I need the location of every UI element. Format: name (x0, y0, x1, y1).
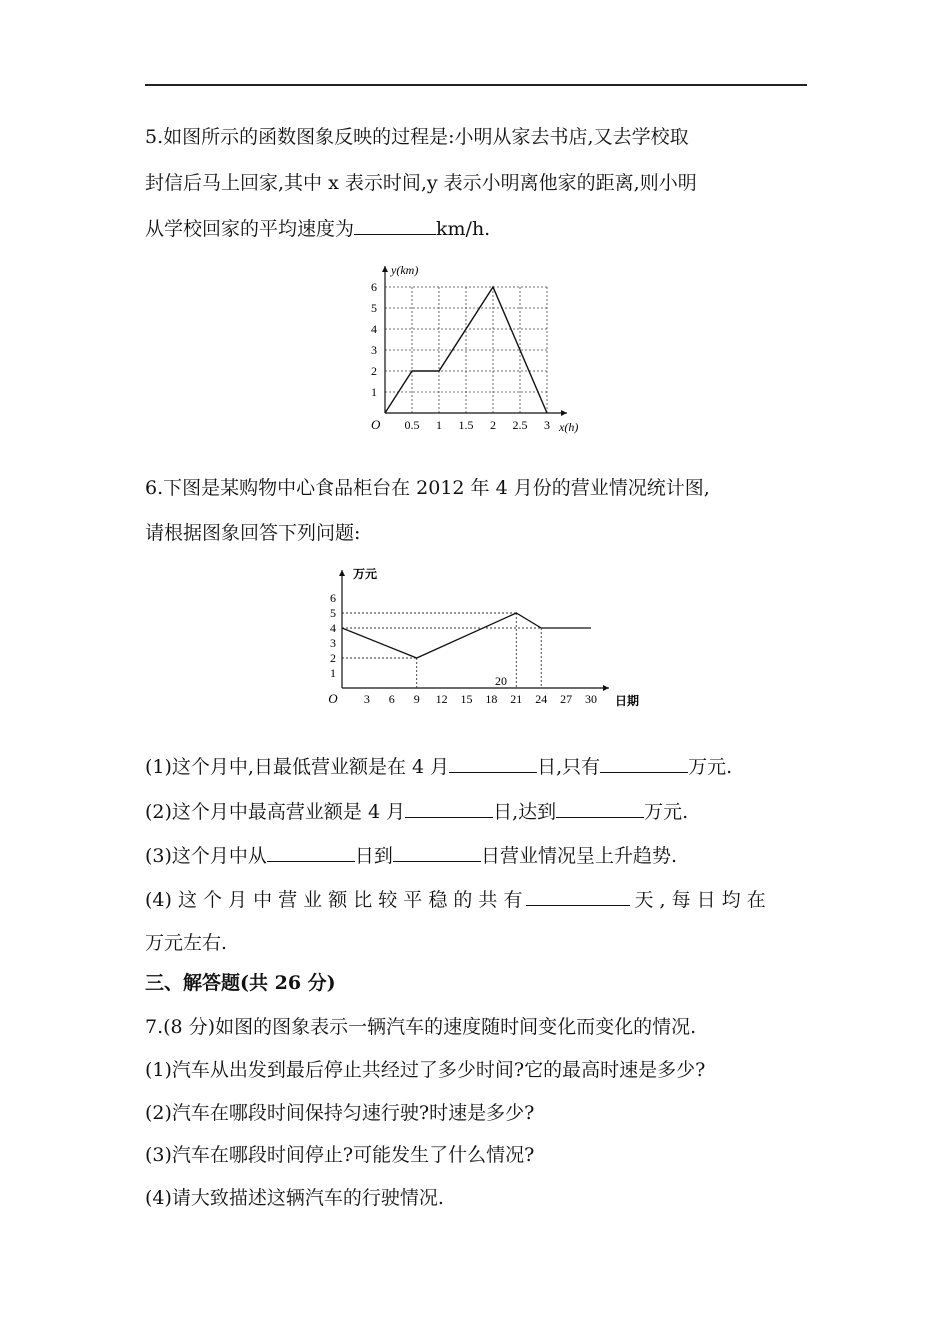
y-tick-label: 2 (371, 364, 377, 378)
x-tick-label: 12 (435, 692, 448, 706)
y-tick-label: 1 (330, 666, 336, 680)
q6-sub-3 (145, 843, 677, 868)
q6-sub-2-text: (2)这个月中最高营业额是 4 月 (145, 801, 406, 823)
y-tick-label: 3 (330, 636, 336, 650)
q6-blank-4[interactable] (556, 799, 644, 818)
section-3-title: 三、解答题(共 26 分) (145, 972, 336, 994)
q6-blank-1[interactable] (449, 754, 537, 773)
x-tick-label: 27 (560, 692, 573, 706)
y-tick-label: 6 (371, 280, 377, 294)
q5-answer-blank[interactable] (354, 216, 436, 235)
q5-unit: km/h. (436, 218, 491, 240)
sales-chart (315, 560, 645, 715)
y-axis-arrow (382, 266, 388, 272)
q6-sub-4 (145, 887, 766, 912)
origin-label: O (371, 417, 381, 432)
q6-blank-7[interactable] (526, 887, 630, 906)
x-tick-label: 1.5 (458, 418, 474, 432)
x-tick-label: 0.5 (404, 418, 420, 432)
q6-sub-3-mid: 日到 (354, 845, 393, 867)
q7-sub-3: (3)汽车在哪段时间停止?可能发生了什么情况? (145, 1144, 535, 1166)
q5-line-3 (145, 216, 490, 241)
q6-sub-1-mid: 日,只有 (537, 756, 601, 778)
x-axis-label: x(h) (559, 420, 579, 434)
q6-sub-2-mid: 日,达到 (493, 801, 557, 823)
x-axis-arrow (561, 410, 567, 416)
q6-sub-2-end: 万元. (644, 801, 689, 823)
y-tick-label: 2 (330, 651, 336, 665)
x-tick-label: 18 (485, 692, 498, 706)
x-axis-arrow (603, 685, 609, 691)
q5-line-1: 5.如图所示的函数图象反映的过程是:小明从家去书店,又去学校取 (145, 126, 689, 148)
q7-sub-2: (2)汽车在哪段时间保持匀速行驶?时速是多少? (145, 1102, 535, 1124)
x-tick-label: 3 (363, 692, 370, 706)
q6-sub-3-text: (3)这个月中从 (145, 845, 267, 867)
q6-sub-2 (145, 799, 688, 824)
q6-sub-1-end: 万元. (688, 756, 733, 778)
top-rule (145, 84, 807, 86)
origin-label: O (328, 691, 338, 706)
q7-line-1: 7.(8 分)如图的图象表示一辆汽车的速度随时间变化而变化的情况. (145, 1016, 697, 1038)
q6-sub-3-end: 日营业情况呈上升趋势. (480, 845, 677, 867)
x-tick-label: 15 (460, 692, 473, 706)
q6-blank-5[interactable] (267, 843, 355, 862)
y-tick-label: 1 (371, 385, 377, 399)
y-tick-label: 3 (371, 343, 377, 357)
x-tick-label: 9 (413, 692, 420, 706)
y-axis-label: y(km) (391, 263, 419, 277)
q6-sub-1-text: (1)这个月中,日最低营业额是在 4 月 (145, 756, 450, 778)
q6-sub-4-mid: 天 , 每 日 均 在 (634, 889, 766, 911)
data-line (342, 613, 591, 658)
q6-blank-3[interactable] (405, 799, 493, 818)
x-tick-label: 2.5 (512, 418, 528, 432)
q6-blank-6[interactable] (393, 843, 481, 862)
q6-sub-1 (145, 754, 732, 779)
q6-sub-4-cont: 万元左右. (145, 932, 228, 954)
q5-line-2: 封信后马上回家,其中 x 表示时间,y 表示小明离他家的距离,则小明 (145, 172, 697, 194)
q5-line-3-text: 从学校回家的平均速度为 (145, 218, 355, 240)
q6-line-2: 请根据图象回答下列问题: (145, 522, 361, 544)
x-tick-label: 30 (585, 692, 597, 706)
x-tick-label: 1 (436, 418, 442, 432)
y-tick-label: 4 (330, 621, 336, 635)
y-tick-label: 6 (330, 591, 336, 605)
x-tick-label: 21 (510, 692, 523, 706)
y-axis-arrow (339, 570, 345, 576)
x-tick-label: 3 (544, 418, 550, 432)
x-axis-label: 日期 (615, 694, 640, 708)
x-tick-label: 2 (490, 418, 496, 432)
x-tick-label: 6 (388, 692, 395, 706)
q6-blank-2[interactable] (600, 754, 688, 773)
distance-time-chart (360, 258, 590, 438)
annotation-label: 20 (495, 674, 507, 688)
x-tick-label: 24 (535, 692, 548, 706)
q7-sub-1: (1)汽车从出发到最后停止共经过了多少时间?它的最高时速是多少? (145, 1059, 706, 1081)
y-axis-label: 万元 (353, 567, 378, 581)
y-tick-label: 5 (371, 301, 377, 315)
y-tick-label: 4 (371, 322, 377, 336)
q6-line-1: 6.下图是某购物中心食品柜台在 2012 年 4 月份的营业情况统计图, (145, 477, 710, 499)
y-tick-label: 5 (330, 606, 336, 620)
q6-sub-4-text: (4) 这 个 月 中 营 业 额 比 较 平 稳 的 共 有 (145, 889, 523, 911)
q7-sub-4: (4)请大致描述这辆汽车的行驶情况. (145, 1187, 444, 1209)
